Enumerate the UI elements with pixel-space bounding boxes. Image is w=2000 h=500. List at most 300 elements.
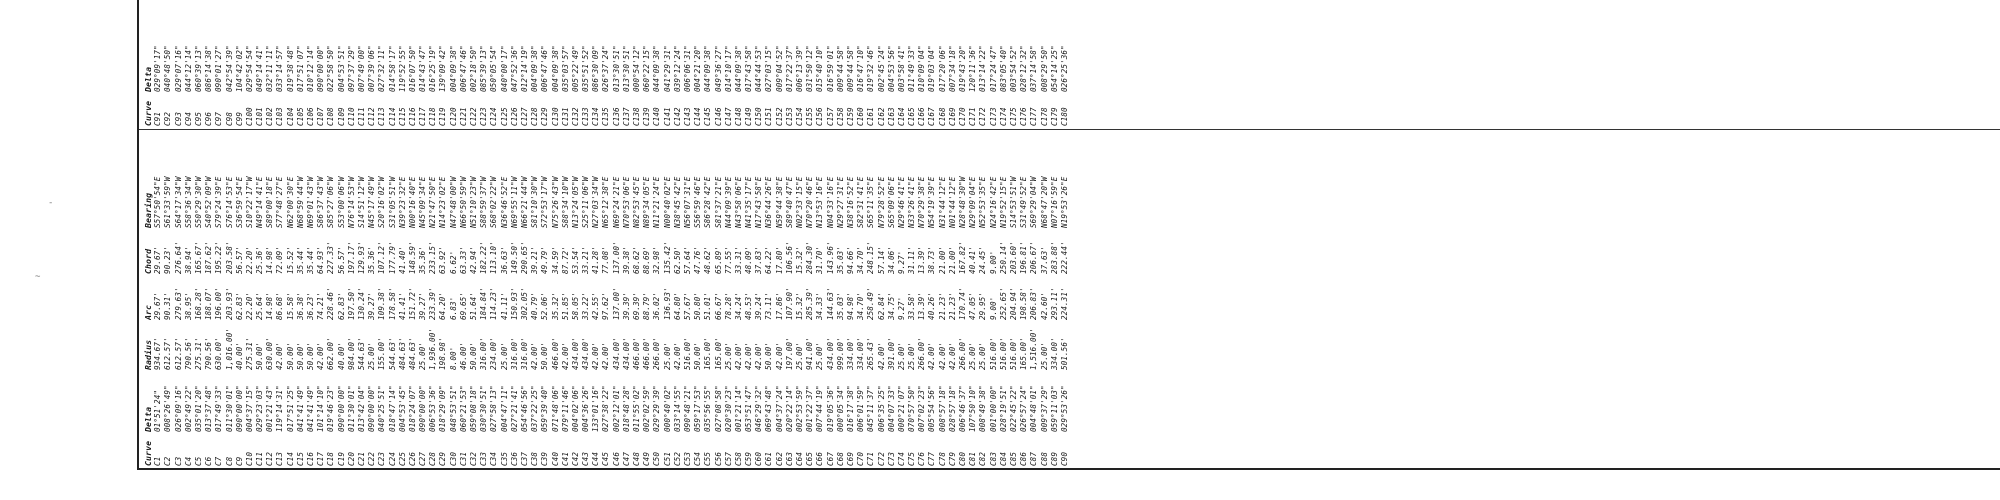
table-cell: 050°05'54": [489, 45, 499, 92]
table-row: [286, 158, 296, 466]
table-cell: 002°53'59": [795, 385, 804, 432]
table-cell: 31.11': [907, 245, 917, 274]
table-row: [1050, 26, 1060, 126]
table-cell: C35: [499, 451, 509, 466]
table-cell: 044°09'38": [652, 45, 662, 92]
table-cell: 284.30': [805, 241, 815, 274]
table-cell: 137.00': [611, 287, 621, 320]
table-row: [877, 26, 887, 126]
table-cell: C108: [326, 107, 336, 126]
table-cell: 017°51'07": [295, 45, 305, 92]
table-cell: N52°53'35"E: [978, 176, 988, 228]
table-cell: 50.00': [285, 341, 295, 370]
table-row: [663, 26, 673, 126]
table-cell: C179: [1049, 107, 1059, 126]
table-cell: C123: [479, 107, 489, 126]
table-row: [693, 158, 703, 466]
table-cell: 25.00': [907, 341, 917, 370]
table-cell: S76°14'53"E: [224, 176, 234, 228]
table-cell: 48.62': [703, 245, 713, 274]
table-cell: 018°47'14": [387, 385, 397, 432]
table-cell: 008°29'50": [1039, 45, 1049, 92]
table-cell: 25.00': [662, 341, 672, 370]
table-cell: 302.05': [519, 287, 529, 320]
table-cell: 104°42'02": [234, 45, 244, 92]
table-cell: N82°53'45"E: [632, 176, 641, 228]
table-row: [703, 158, 713, 466]
table-cell: 434.00': [581, 337, 591, 370]
table-cell: N31°44'12"E: [937, 176, 947, 228]
table-cell: 276.64': [173, 241, 183, 274]
table-cell: 086°14'38": [204, 45, 214, 92]
table-cell: N11°21'24"E: [652, 176, 662, 228]
table-cell: C83: [988, 451, 998, 466]
table-cell: 022°45'22": [1008, 385, 1018, 432]
table-cell: C87: [1029, 451, 1039, 466]
table-cell: C111: [356, 107, 366, 126]
table-cell: 070°57'50": [907, 385, 917, 432]
table-cell: 57.64': [682, 245, 692, 274]
table-cell: C85: [1008, 451, 1018, 466]
table-cell: 019°03'04": [927, 45, 937, 92]
table-row: [866, 158, 876, 466]
table-cell: 34.06': [886, 245, 896, 274]
table-cell: C104: [285, 107, 295, 126]
table-cell: 77.55': [723, 245, 733, 274]
table-row: [693, 26, 703, 126]
table-cell: 544.63': [387, 337, 397, 370]
table-cell: 41.41': [397, 291, 407, 320]
table-cell: C98: [224, 111, 234, 126]
table-cell: C65: [805, 451, 815, 466]
table-cell: 42.00': [744, 341, 754, 370]
table-cell: N36°44'26"E: [764, 176, 774, 228]
table-cell: 42.00': [733, 341, 743, 370]
table-row: [642, 26, 652, 126]
table-cell: 34.59': [550, 245, 560, 274]
table-cell: C7: [214, 456, 224, 466]
table-cell: C80: [958, 451, 967, 466]
table-row: [296, 26, 306, 126]
table-cell: 90.23': [163, 245, 173, 274]
table-cell: C6: [204, 456, 214, 466]
table-row: [540, 158, 550, 466]
table-cell: N29°09'04"E: [968, 176, 978, 228]
table-cell: 275.31': [244, 337, 254, 370]
table-cell: 790.56': [204, 337, 214, 370]
table-cell: 25.00': [499, 341, 509, 370]
column-header: Delta: [143, 66, 153, 92]
table-row: [927, 158, 937, 466]
table-cell: 029°23'03": [255, 385, 265, 432]
table-cell: 40.41': [968, 245, 978, 274]
table-cell: 266.00': [917, 337, 927, 370]
table-cell: S79°24'39"E: [214, 176, 224, 228]
table-cell: 016°17'38": [845, 385, 855, 432]
table-row: [530, 158, 540, 466]
table-row: [958, 26, 968, 126]
table-cell: 35.36': [367, 245, 377, 274]
table-cell: 35.32': [550, 291, 560, 320]
frame-bottom-border: [137, 468, 2000, 470]
table-cell: 36.63': [499, 245, 509, 274]
table-cell: 283.88': [1049, 241, 1059, 274]
table-cell: 017°43'58": [744, 45, 754, 92]
table-cell: C147: [723, 107, 733, 126]
table-cell: 004°37'15": [244, 385, 254, 432]
table-cell: 165.00': [713, 337, 723, 370]
table-cell: C150: [754, 107, 764, 126]
table-cell: 027°08'58": [713, 385, 723, 432]
table-cell: 790.56': [183, 337, 193, 370]
table-cell: 197.17': [346, 241, 356, 274]
table-cell: C135: [601, 107, 611, 126]
table-cell: 941.00': [805, 337, 815, 370]
table-row: [724, 26, 734, 126]
table-row: [887, 158, 897, 466]
table-cell: C66: [815, 451, 825, 466]
table-cell: 203.60': [1008, 241, 1018, 274]
table-row: [184, 158, 194, 466]
table-cell: 612.57': [173, 337, 183, 370]
table-cell: C139: [642, 107, 652, 126]
table-cell: 78.28': [723, 291, 733, 320]
table-cell: 019°38'48": [285, 45, 295, 92]
table-cell: 014°43'47": [418, 45, 428, 92]
table-cell: 25.64': [255, 291, 265, 320]
table-row: [836, 26, 846, 126]
table-cell: 35.44': [295, 245, 305, 274]
table-cell: N70°29'38"E: [917, 176, 927, 228]
table-row: [1009, 158, 1019, 466]
table-cell: C79: [947, 451, 957, 466]
table-row: [225, 26, 235, 126]
table-cell: 13.39': [917, 291, 927, 320]
table-cell: C77: [927, 451, 937, 466]
table-cell: 027°21'41": [509, 385, 519, 432]
table-cell: 026°57'24": [1019, 385, 1029, 432]
table-cell: 52.06': [540, 291, 550, 320]
table-cell: 004°47'11": [499, 385, 509, 432]
table-cell: N14°23'02"E: [438, 176, 448, 228]
table-cell: 090°48'21": [682, 385, 692, 432]
table-row: [846, 158, 856, 466]
table-cell: N29°27'31"E: [835, 176, 845, 228]
table-row: [632, 158, 642, 466]
table-cell: 006°47'46": [540, 45, 550, 92]
table-row: [204, 158, 214, 466]
table-cell: 50.80': [693, 291, 703, 320]
table-cell: 090°00'00": [367, 385, 377, 432]
table-cell: C5: [193, 456, 203, 466]
table-cell: C75: [907, 451, 917, 466]
table-cell: C22: [367, 451, 377, 466]
table-cell: S31°05'51"W: [387, 176, 397, 228]
table-cell: 090°01'27": [214, 45, 224, 92]
table-cell: 079°11'46": [560, 385, 570, 432]
table-cell: 39.24': [754, 291, 764, 320]
table-cell: S89°00'18"E: [265, 176, 275, 228]
table-cell: 188.07': [204, 287, 214, 320]
table-cell: C155: [805, 107, 815, 126]
table-row: [999, 158, 1009, 466]
table-cell: C93: [173, 111, 183, 126]
table-row: [897, 158, 907, 466]
table-row: [357, 26, 367, 126]
table-cell: C153: [784, 107, 794, 126]
table-row: [489, 158, 499, 466]
table-row: [316, 26, 326, 126]
table-cell: S64°17'34"W: [173, 176, 183, 228]
table-cell: C132: [570, 107, 580, 126]
column-header: Delta: [143, 406, 153, 432]
table-cell: 187.62': [204, 241, 214, 274]
table-cell: S14°51'12"W: [356, 176, 366, 228]
table-cell: C173: [988, 107, 998, 126]
table-cell: 120°11'36": [968, 45, 978, 92]
table-cell: 046°29'32": [754, 385, 764, 432]
table-cell: 000°21'07": [896, 385, 906, 432]
table-row: [337, 26, 347, 126]
table-cell: 40.00': [234, 341, 244, 370]
table-cell: 42.00': [530, 341, 540, 370]
table-cell: 133°01'16": [591, 385, 601, 432]
table-row: [286, 26, 296, 126]
table-cell: 466.00': [642, 337, 652, 370]
table-cell: 516.00': [1008, 337, 1018, 370]
table-cell: 107.12': [377, 241, 387, 274]
table-cell: 42.00': [316, 341, 326, 370]
table-cell: 016°25'19": [428, 45, 438, 92]
table-cell: C142: [672, 107, 682, 126]
table-cell: 198.98': [438, 337, 448, 370]
table-cell: 42.00': [601, 341, 611, 370]
table-cell: C57: [723, 451, 733, 466]
table-cell: C43: [581, 451, 591, 466]
table-cell: 165.00': [1019, 337, 1029, 370]
table-cell: 74.21': [316, 291, 326, 320]
table-cell: N68°59'44"W: [295, 176, 305, 228]
table-cell: C128: [530, 107, 540, 126]
table-cell: C95: [193, 111, 203, 126]
table-cell: C82: [978, 451, 988, 466]
table-cell: C138: [632, 107, 641, 126]
table-cell: 630.00': [265, 337, 275, 370]
table-cell: C160: [856, 107, 866, 126]
table-cell: S88°34'10"W: [560, 176, 570, 228]
table-cell: 72.09': [275, 245, 285, 274]
table-cell: C15: [295, 451, 305, 466]
table-cell: 042°54'39": [224, 45, 234, 92]
table-cell: S56°59'46"E: [693, 176, 703, 228]
table-cell: 017°20'06": [937, 45, 947, 92]
table-cell: C96: [204, 111, 214, 126]
table-cell: 004°53'45": [397, 385, 407, 432]
table-cell: N43°58'06"E: [733, 176, 743, 228]
table-row: [418, 158, 428, 466]
table-cell: C119: [438, 107, 448, 126]
table-cell: 135.42': [662, 241, 672, 274]
table-cell: 006°53'36": [428, 385, 438, 432]
table-cell: C44: [591, 451, 601, 466]
table-row: [764, 158, 774, 466]
table-row: [734, 158, 744, 466]
table-row: [754, 158, 764, 466]
table-cell: 21.23': [947, 291, 957, 320]
table-cell: S31°49'52"E: [1019, 176, 1029, 228]
table-cell: C40: [550, 451, 560, 466]
table-cell: C176: [1019, 107, 1029, 126]
table-cell: C46: [611, 451, 621, 466]
table-cell: 007°49'00": [356, 45, 366, 92]
table-row: [438, 158, 448, 466]
table-cell: C34: [489, 451, 499, 466]
table-row: [744, 26, 754, 126]
table-cell: 51.01': [703, 291, 713, 320]
table-cell: N69°01'43"W: [306, 176, 315, 228]
table-cell: 014°10'17": [723, 45, 733, 92]
table-cell: 004°02'06": [570, 385, 580, 432]
table-cell: 049°14'41": [255, 45, 265, 92]
table-cell: 48.09': [744, 245, 754, 274]
table-cell: 165.67': [193, 241, 203, 274]
table-cell: 39.38': [621, 245, 631, 274]
table-row: [714, 158, 724, 466]
table-cell: 035°03'57": [560, 45, 570, 92]
table-cell: 203.58': [224, 241, 234, 274]
table-cell: C61: [764, 451, 774, 466]
table-cell: C102: [265, 107, 275, 126]
table-row: [642, 158, 652, 466]
table-cell: 059°17'53": [693, 385, 703, 432]
table-cell: N33°26'41"E: [907, 176, 917, 228]
table-row: [652, 26, 662, 126]
table-cell: 38.94': [183, 245, 193, 274]
table-cell: C76: [917, 451, 927, 466]
table-cell: 002°49'22": [183, 385, 193, 432]
table-row: [785, 158, 795, 466]
table-row: [571, 158, 581, 466]
table-cell: 097°37'29": [346, 45, 356, 92]
table-cell: S72°53'17"W: [540, 176, 550, 228]
table-cell: 060°22'15": [642, 45, 652, 92]
table-cell: 516.00': [682, 337, 692, 370]
table-row: [826, 158, 836, 466]
table-cell: C154: [795, 107, 804, 126]
table-row: [500, 158, 510, 466]
table-cell: 35.44': [306, 245, 315, 274]
table-row: [1060, 158, 1070, 466]
table-cell: 50.00': [306, 341, 315, 370]
table-cell: 045°11'37": [866, 385, 876, 432]
table-cell: C143: [682, 107, 692, 126]
table-cell: 029°54'54": [244, 45, 254, 92]
table-cell: 182.22': [479, 241, 489, 274]
table-cell: 21.23': [937, 291, 947, 320]
table-cell: 999.00': [835, 337, 845, 370]
table-row: [775, 158, 785, 466]
table-cell: 009°44'58": [835, 45, 845, 92]
table-row: [174, 26, 184, 126]
table-cell: 007°02'23": [917, 385, 927, 432]
table-cell: C31: [458, 451, 468, 466]
table-cell: C166: [917, 107, 927, 126]
table-cell: C30: [448, 451, 458, 466]
table-cell: 011°30'01": [224, 385, 234, 432]
table-row: [612, 26, 622, 126]
table-row: [275, 158, 285, 466]
table-cell: 165.00': [703, 337, 713, 370]
table-cell: 059°08'18": [469, 385, 478, 432]
table-cell: C112: [367, 107, 377, 126]
table-cell: 006°47'46": [458, 45, 468, 92]
table-row: [815, 26, 825, 126]
table-row: [510, 26, 520, 126]
table-cell: 017°22'37": [784, 45, 794, 92]
table-cell: 42.00': [560, 341, 570, 370]
table-row: [347, 26, 357, 126]
table-row: [163, 26, 173, 126]
table-cell: 484.63': [407, 337, 417, 370]
table-row: [1040, 26, 1050, 126]
table-cell: C42: [570, 451, 580, 466]
table-cell: 177.79': [387, 241, 397, 274]
table-cell: 016°07'50": [407, 45, 417, 92]
table-cell: C116: [407, 107, 417, 126]
table-cell: 010°09'04": [917, 45, 927, 92]
table-cell: C180: [1059, 107, 1069, 126]
table-cell: 222.44': [1059, 241, 1069, 274]
table-cell: 47.05': [968, 291, 978, 320]
table-cell: 37.83': [754, 245, 764, 274]
table-cell: 62.83': [234, 291, 244, 320]
table-cell: 42.00': [937, 341, 947, 370]
table-cell: C133: [581, 107, 591, 126]
table-row: [744, 158, 754, 466]
table-row: [1050, 158, 1060, 466]
table-cell: 041°41'49": [306, 385, 315, 432]
table-row: [968, 26, 978, 126]
table-row: [255, 158, 265, 466]
table-cell: 000°40'02": [662, 385, 672, 432]
table-cell: 33.58': [907, 291, 917, 320]
table-row: [754, 26, 764, 126]
table-row: [591, 26, 601, 126]
table-cell: N02°33'15"E: [795, 176, 804, 228]
table-cell: 15.32': [795, 291, 804, 320]
table-cell: 391.00': [886, 337, 896, 370]
table-cell: 50.00': [295, 341, 305, 370]
table-cell: S69°29'04"W: [1029, 176, 1039, 228]
column-header: Curve: [143, 440, 153, 466]
table-cell: 90.31': [163, 291, 173, 320]
table-cell: 013°30'51": [611, 45, 621, 92]
table-cell: C137: [621, 107, 631, 126]
table-cell: 030°30'51": [479, 385, 489, 432]
table-cell: 013°14'22": [978, 45, 988, 92]
table-cell: C1: [153, 456, 163, 466]
table-cell: N66°21'44"W: [519, 176, 529, 228]
table-cell: C94: [183, 111, 193, 126]
table-cell: 62.83': [336, 291, 346, 320]
table-cell: N19°52'15"E: [998, 176, 1008, 228]
table-cell: 137.00': [611, 241, 621, 274]
table-cell: 196.00': [214, 287, 224, 320]
table-row: [347, 158, 357, 466]
table-cell: 250.14': [998, 241, 1008, 274]
table-cell: 011°55'02": [632, 385, 641, 432]
table-cell: N66°50'59"W: [458, 176, 468, 228]
